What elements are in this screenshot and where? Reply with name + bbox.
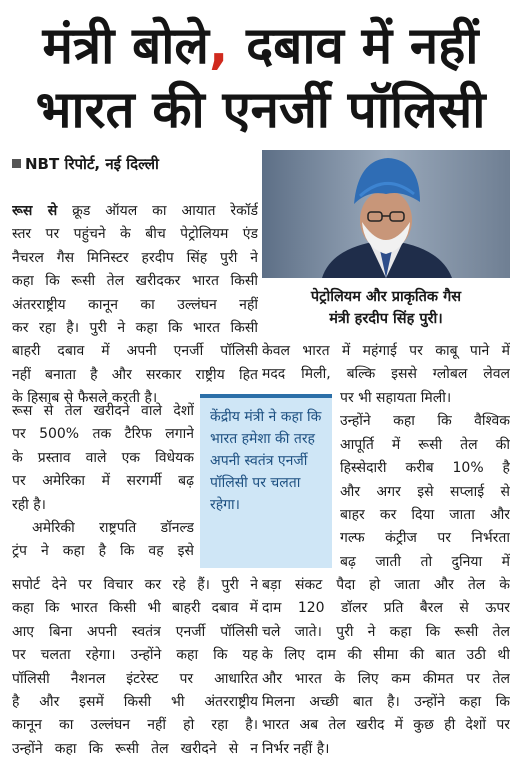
caption-line-1: पेट्रोलियम और प्राकृतिक गैस: [310, 289, 462, 305]
article-column-2: [262, 340, 510, 387]
article-line: के हिसाब से फैसले करती है।: [12, 390, 158, 407]
article-line: और भारत के लिए कम कीमत पर तेल: [262, 670, 510, 687]
article-line: पॉलिसी नैशनल इंटरेस्ट पर आधारित: [12, 670, 258, 687]
article-line: उन्होंने कहा कि वैश्विक: [340, 413, 510, 430]
article-line: पर अमेरिका में सरगर्मी बढ़: [12, 473, 194, 490]
article-line: के प्रस्ताव वाले एक विधेयक: [12, 449, 194, 466]
pull-quote-box: [200, 394, 332, 568]
headline-part-1: मंत्री बोले: [42, 17, 209, 76]
article-line: नैचरल गैस मिनिस्टर हरदीप सिंह पुरी ने: [12, 249, 258, 266]
article-column-2-wrap: [340, 387, 510, 574]
article-column-1: [12, 200, 258, 411]
article-line: पर चलता रहेगा। उन्होंने कहा कि यह: [12, 647, 258, 664]
article-line: बाहरी दबाव में अपनी एनर्जी पॉलिसी: [12, 343, 258, 360]
article-line: हिस्सेदारी करीब 10% है: [340, 460, 510, 477]
article-line: मिलना अच्छी बात है। उन्होंने कहा कि: [262, 694, 510, 711]
article-line: कहा कि रूसी तेल खरीदकर भारत किसी: [12, 273, 258, 290]
article-line: गल्फ कंट्रीज पर निर्भरता: [340, 530, 510, 547]
article-line: निर्भर नहीं है।: [262, 740, 330, 757]
article-lead: रूस से: [12, 203, 58, 219]
article-line: स्तर पर पहुंचने के बीच पेट्रोलियम एंड: [12, 226, 258, 243]
article-line: रही है।: [12, 496, 46, 513]
article-line: मदद मिली, बल्कि इससे ग्लोबल लेवल: [262, 366, 510, 383]
article-line: के लिए दाम की सीमा की बात उठी थी: [262, 647, 510, 664]
article-column-1-bottom: [12, 574, 258, 761]
article-line: है और इसमें किसी भी अंतरराष्ट्रीय: [12, 694, 258, 711]
article-line: बाहर कर दिया जाता और: [340, 507, 510, 524]
article-line: पर भी सहायता मिली।: [340, 390, 452, 406]
byline-text: NBT रिपोर्ट, नई दिल्ली: [25, 155, 159, 173]
article-line: ट्रंप ने कहा है कि वह इसे: [12, 543, 194, 560]
article-line: नहीं बनाता है और सरकार राष्ट्रीय हित: [12, 366, 258, 383]
headline-comma: ,: [209, 17, 229, 76]
article-line: कानून का उल्लंघन नहीं हो रहा है।: [12, 717, 258, 734]
pull-quote-text: केंद्रीय मंत्री ने कहा कि भारत हमेशा की तरह अपनी स्वतंत्र एनर्जी पॉलिसी पर चलता रहेगा।: [210, 409, 322, 513]
article-column-2-bottom: [262, 574, 510, 761]
article-line: अमेरिकी राष्ट्रपति डॉनल्ड: [32, 520, 194, 537]
byline: [12, 154, 159, 174]
headline-part-2: दबाव में नहीं: [228, 17, 479, 76]
article-line: दाम 120 डॉलर प्रति बैरल से ऊपर: [262, 600, 510, 617]
byline-bullet-icon: [12, 159, 21, 168]
article-line: क्रूड ऑयल का आयात रेकॉर्ड: [57, 203, 258, 219]
article-line: आपूर्ति में रूसी तेल की: [340, 436, 510, 453]
article-line: और अगर इसे सप्लाई से: [340, 483, 510, 500]
minister-photo: [262, 150, 510, 278]
article-line: चले जाते। पुरी ने कहा कि रूसी तेल: [262, 623, 510, 640]
article-line: आए बिना अपनी स्वतंत्र एनर्जी पॉलिसी: [12, 623, 258, 640]
article-line: अंतरराष्ट्रीय कानून का उल्लंघन नहीं: [12, 296, 258, 313]
photo-caption: [262, 286, 510, 330]
article-line: कर रहा है। पुरी ने कहा कि भारत किसी: [12, 320, 258, 337]
article-line: भारत अब तेल खरीद में कुछ ही देशों पर: [262, 717, 510, 734]
article-line: उन्होंने कहा कि रूसी तेल खरीदने से न: [12, 740, 258, 757]
article-line: सपोर्ट देने पर विचार कर रहे हैं। पुरी ने: [12, 577, 258, 593]
headline-line-1: [0, 12, 521, 82]
article-line: पर 500% तक टैरिफ लगाने: [12, 426, 194, 443]
article-column-1-wrap: [12, 400, 194, 564]
portrait-photo-icon: [262, 150, 510, 278]
article-line: कहा कि भारत किसी भी बाहरी दबाव में: [12, 600, 258, 617]
headline-line-2: भारत की एनर्जी पॉलिसी: [35, 81, 486, 140]
article-line: केवल भारत में महंगाई पर काबू पाने में: [262, 343, 510, 359]
article-line: रूस से तेल खरीदने वाले देशों: [12, 403, 194, 419]
article-line: बढ़ जाती तो दुनिया में: [340, 553, 510, 570]
article-line: बड़ा संकट पैदा हो जाता और तेल के: [262, 577, 510, 593]
caption-line-2: मंत्री हरदीप सिंह पुरी।: [329, 311, 443, 327]
